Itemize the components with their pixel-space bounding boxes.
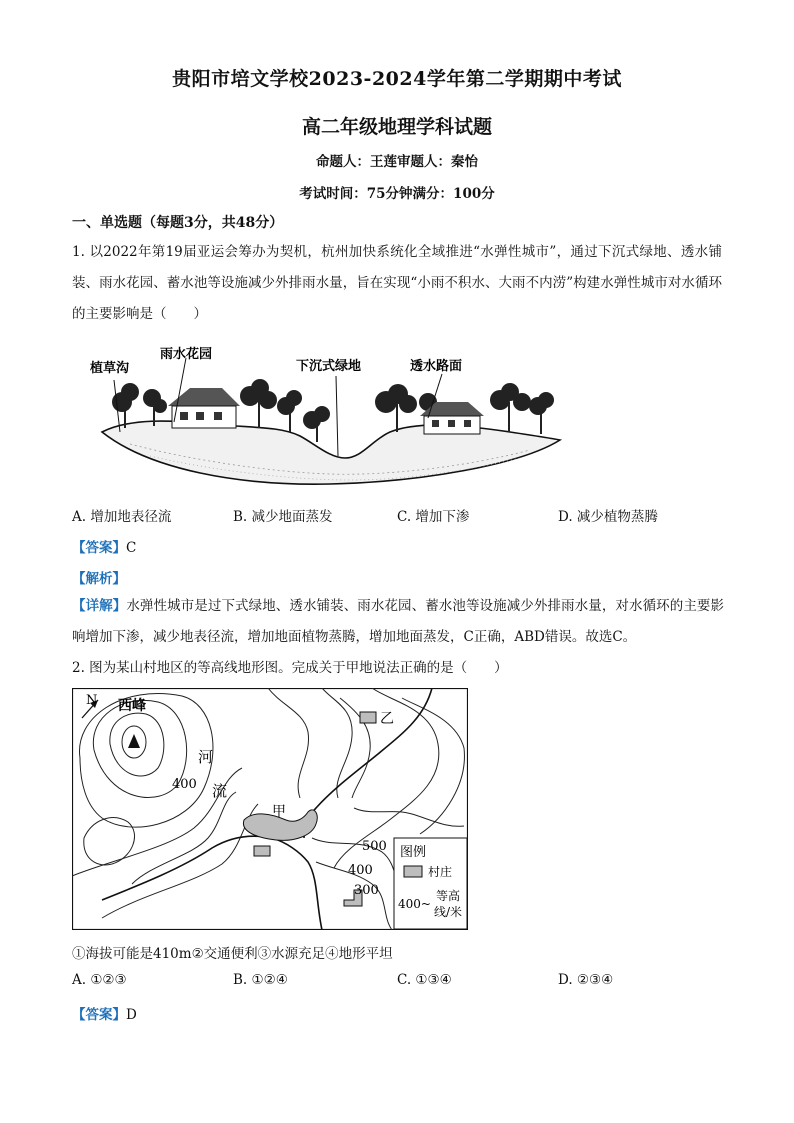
exam-subtitle: 高二年级地理学科试题 [301, 116, 492, 138]
legend-contour-value: 400~ [398, 897, 431, 911]
section-heading: 一、单选题（每题3分，共48分） [72, 215, 284, 231]
contour-label-500: 500 [362, 839, 387, 854]
legend-contour-2: 线/米 [434, 905, 463, 919]
answer-value: D [126, 1007, 137, 1023]
yi-label: 乙 [380, 711, 394, 727]
contour-label-400: 400 [172, 777, 197, 792]
exam-info: 考试时间：75分钟满分：100分 [299, 186, 495, 202]
q1-answer [72, 536, 136, 556]
map-legend [394, 838, 467, 929]
answer-value: C [126, 540, 137, 556]
label-sunken-greenland: 下沉式绿地 [296, 359, 362, 374]
village-yi [360, 712, 376, 723]
q1-option-a: A. 增加地表径流 [72, 509, 172, 525]
sponge-city-figure [90, 340, 570, 490]
q2-option-c: C. ①③④ [397, 972, 452, 988]
q2-answer [72, 1003, 137, 1023]
answer-tag: 【答案】 [72, 540, 126, 556]
legend-village: 村庄 [428, 865, 453, 879]
village-mid [254, 846, 270, 856]
q1-analysis [72, 567, 126, 587]
river-label-1: 河 [198, 748, 214, 766]
q2-option-d: D. ②③④ [558, 972, 614, 988]
q1-detail [72, 591, 724, 653]
q2-option-b: B. ①②④ [233, 972, 288, 988]
label-grass-swale: 植草沟 [90, 361, 130, 376]
legend-village-icon [404, 866, 422, 877]
peak-label: 西峰 [118, 698, 146, 714]
q2-statements: ①海拔可能是410m②交通便利③水源充足④地形平坦 [72, 946, 393, 962]
detail-tag: 【详解】 [72, 598, 127, 614]
contour-label-400b: 400 [348, 863, 373, 878]
ground-profile [102, 421, 560, 484]
legend-contour-1: 等高 [436, 889, 461, 903]
q1-option-c: C. 增加下渗 [397, 509, 470, 525]
label-rain-garden: 雨水花园 [160, 347, 213, 362]
contour-label-300: 300 [354, 883, 379, 898]
q1-stem: 1. 以2022年第19届亚运会筹办为契机，杭州加快系统化全域推进“水弹性城市”，通过下沉式绿地、透水铺装、雨水花园、蓄水池等设施减少外排雨水量，旨在实现“小雨不积水、大雨不内涝”构建水弹性城市对水循环的主要影响是（ ） [72, 244, 722, 322]
q1-option-d: D. 减少植物蒸腾 [558, 509, 658, 525]
contour-map [72, 688, 468, 930]
answer-tag: 【答案】 [72, 1007, 126, 1023]
jia-label: 甲 [272, 804, 286, 820]
exam-title: 贵阳市培文学校2023-2024学年第二学期期中考试 [172, 68, 622, 90]
q1-option-b: B. 减少地面蒸发 [233, 509, 333, 525]
exam-authors: 命题人：王莲审题人：秦怡 [316, 154, 478, 170]
legend-title: 图例 [400, 845, 427, 860]
analysis-tag: 【解析】 [72, 571, 126, 587]
q2-option-a: A. ①②③ [72, 972, 127, 988]
q2-stem: 2. 图为某山村地区的等高线地形图。完成关于甲地说法正确的是（ ） [72, 660, 508, 676]
detail-text: 水弹性城市是过下式绿地、透水铺装、雨水花园、蓄水池等设施减少外排雨水量，对水循环的主要影响增加下渗，减少地表径流，增加地面植物蒸腾，增加地面蒸发，C正确，ABD错误。故选C。 [72, 598, 725, 645]
label-permeable-road: 透水路面 [410, 359, 463, 374]
north-label: N [86, 693, 98, 708]
river-label-2: 流 [212, 782, 228, 800]
